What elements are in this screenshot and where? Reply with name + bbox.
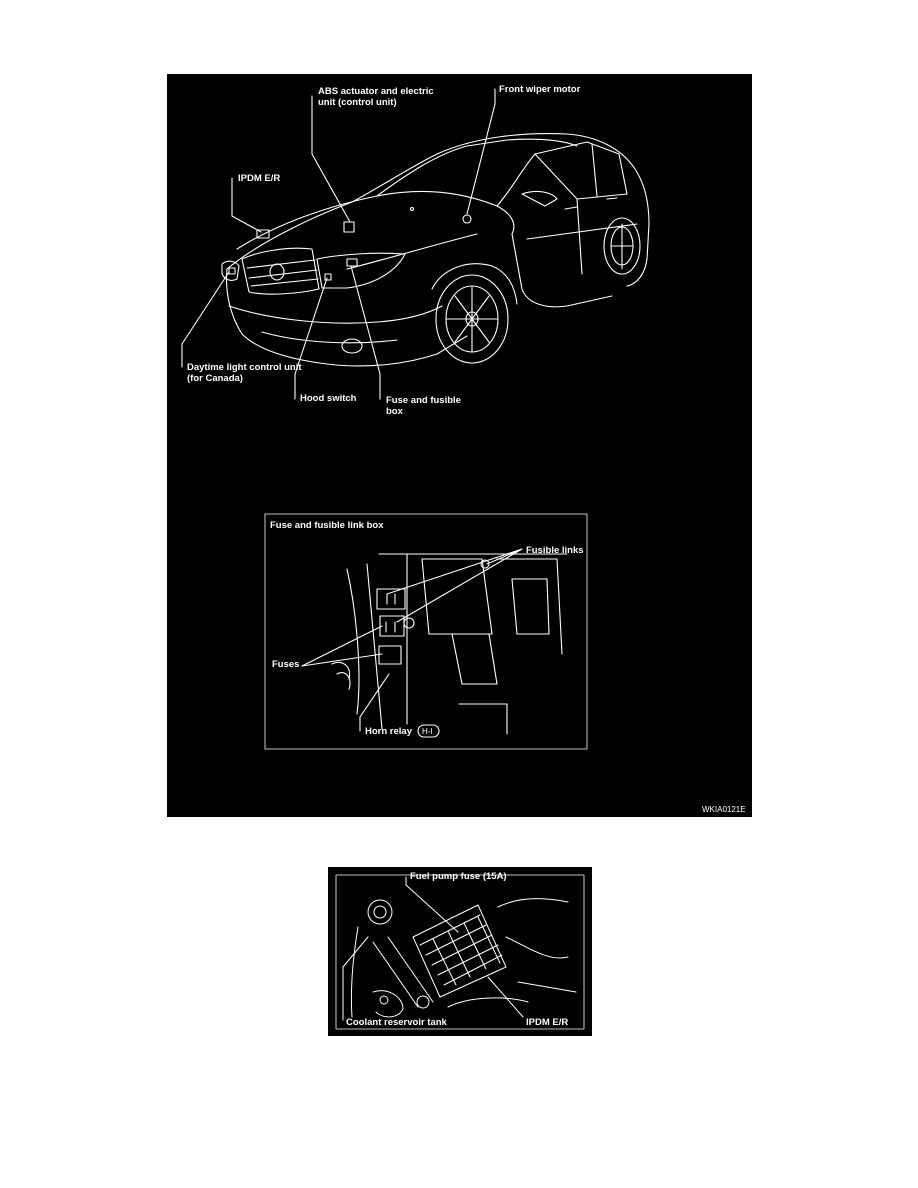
fuses-label: Fuses (272, 659, 300, 670)
coolant-reservoir-tank-label: Coolant reservoir tank (346, 1017, 447, 1028)
abs-actuator-label: ABS actuator and electric unit (control unit) (318, 86, 434, 108)
fuel-pump-fuse-label: Fuel pump fuse (15A) (410, 871, 507, 882)
horn-relay-code: H-I (422, 727, 433, 736)
fuse-and-fusible-box-label: Fuse and fusible box (386, 395, 461, 417)
inset-title: Fuse and fusible link box (270, 520, 384, 531)
fuel-pump-fuse-location-diagram (328, 867, 592, 1036)
front-wiper-motor-label: Front wiper motor (499, 84, 581, 95)
fusible-links-label: Fusible links (526, 545, 584, 556)
car-line-drawing (167, 74, 752, 817)
ipdm-er-fuel-label: IPDM E/R (526, 1017, 569, 1028)
vehicle-component-location-diagram (167, 74, 752, 817)
ipdm-er-label: IPDM E/R (238, 173, 281, 184)
horn-relay-label: Horn relay (365, 726, 412, 737)
engine-bay-line-drawing (328, 867, 592, 1036)
figure-code: WKIA0121E (702, 805, 746, 814)
daytime-light-control-unit-label: Daytime light control unit (for Canada) (187, 362, 302, 384)
hood-switch-label: Hood switch (300, 393, 357, 404)
